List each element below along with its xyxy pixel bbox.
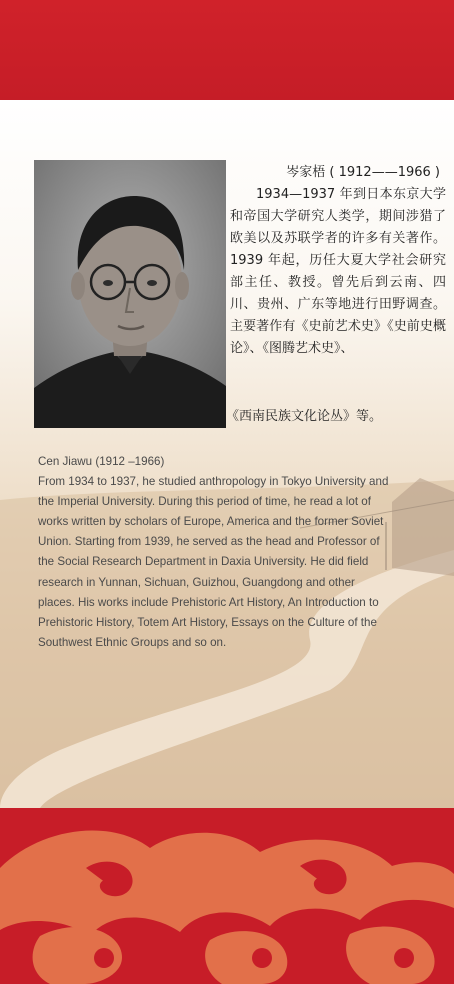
cloud-pattern: [0, 808, 454, 984]
chinese-body-tail: 《西南民族文化论丛》等。: [226, 409, 383, 424]
portrait-photo: [34, 160, 226, 428]
top-red-band: [0, 0, 454, 100]
english-title: Cen Jiawu (1912 –1966): [38, 455, 165, 468]
chinese-body: 1934—1937 年到日本东京大学和帝国大学研究人类学，期间涉猎了欧美以及苏联学者的许多有关著作。1939 年起，历任大夏大学社会研究部主任、教授。曾先后到云南、四川、贵州、广东等地进行田野调查。主要著作有《史前艺术史》《史前史概论》、《图腾艺术史》、: [230, 187, 446, 356]
english-body: From 1934 to 1937, he studied anthropology in Tokyo University and the Imperial University. During this period of time, he read a lot of works written by scholars of Europe, America and the former Soviet Union. Starting from 1939, he served as the head and Professor of the Social Research Department in Daxia University. He did field research in Yunnan, Sichuan, Guizhou, Guangdong and other places. His works include Prehistoric Art History, An Introduction to Prehistoric History, Totem Art History, Essays on the Culture of the Southwest Ethnic Groups and so on.: [38, 475, 389, 649]
chinese-biography: [230, 162, 446, 360]
bottom-red-band: [0, 808, 454, 984]
english-biography: [38, 452, 390, 653]
chinese-title: 岑家梧 ( 1912——1966 ): [286, 165, 440, 180]
